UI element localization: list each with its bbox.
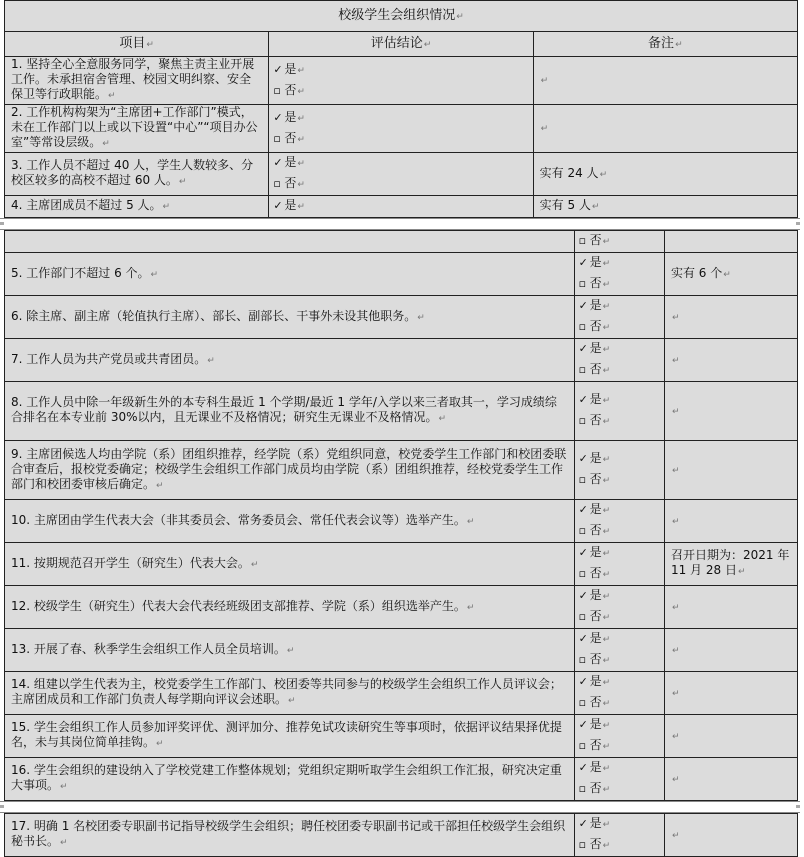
row-16-item: 16. 学生会组织的建设纳入了学校党建工作整体规划；党组织定期听取学生会组织工作汇报，研究决定重大事项。↵ bbox=[5, 758, 575, 801]
row-17-eval bbox=[574, 814, 664, 857]
table-row bbox=[5, 231, 798, 253]
table-row bbox=[5, 441, 798, 500]
row-9-eval bbox=[574, 441, 664, 500]
row-7-note: ↵ bbox=[664, 339, 797, 382]
row-4-eval-cont bbox=[574, 231, 664, 253]
table-row bbox=[5, 500, 798, 543]
row-4-item-cont bbox=[5, 231, 575, 253]
yes-option[interactable]: ✓ 是↵ bbox=[578, 298, 611, 312]
yes-option[interactable]: ✓ 是↵ bbox=[578, 760, 611, 774]
row-4-item: 4. 主席团成员不超过 5 人。↵ bbox=[5, 196, 269, 218]
table-row bbox=[5, 153, 798, 196]
yes-option[interactable]: ✓ 是↵ bbox=[578, 502, 611, 516]
row-4-eval bbox=[269, 196, 533, 218]
yes-option[interactable]: ✓ 是↵ bbox=[578, 392, 611, 406]
no-option[interactable]: ▫ 否↵ bbox=[578, 738, 611, 752]
row-7-item: 7. 工作人员为共产党员或共青团员。↵ bbox=[5, 339, 575, 382]
row-2-note: ↵ bbox=[533, 105, 797, 153]
table-section-1 bbox=[4, 0, 798, 218]
row-17-item: 17. 明确 1 名校团委专职副书记指导校级学生会组织；聘任校团委专职副书记或干部担任校级学生会组织秘书长。↵ bbox=[5, 814, 575, 857]
no-option[interactable]: ▫ 否↵ bbox=[578, 523, 611, 537]
table-row bbox=[5, 339, 798, 382]
no-option[interactable]: ▫ 否↵ bbox=[578, 781, 611, 795]
yes-option[interactable]: ✓ 是↵ bbox=[273, 155, 305, 169]
no-option[interactable]: ▫ 否↵ bbox=[578, 276, 611, 290]
yes-option[interactable]: ✓ 是↵ bbox=[578, 451, 611, 465]
row-3-eval bbox=[269, 153, 533, 196]
no-option[interactable]: ▫ 否↵ bbox=[273, 82, 305, 97]
row-13-item: 13. 开展了春、秋季学生会组织工作人员全员培训。↵ bbox=[5, 629, 575, 672]
yes-option[interactable]: ✓ 是↵ bbox=[578, 545, 611, 559]
row-4-note-cont bbox=[664, 231, 797, 253]
row-12-item: 12. 校级学生（研究生）代表大会代表经班级团支部推荐、学院（系）组织选举产生。↵ bbox=[5, 586, 575, 629]
row-15-note: ↵ bbox=[664, 715, 797, 758]
row-9-note: ↵ bbox=[664, 441, 797, 500]
no-option[interactable]: ▫ 否↵ bbox=[578, 319, 611, 333]
row-6-item: 6. 除主席、副主席（轮值执行主席）、部长、副部长、干事外未设其他职务。↵ bbox=[5, 296, 575, 339]
no-option[interactable]: ▫ 否↵ bbox=[578, 609, 611, 623]
row-13-note: ↵ bbox=[664, 629, 797, 672]
table-row bbox=[5, 814, 798, 857]
no-option[interactable]: ▫ 否↵ bbox=[578, 233, 611, 247]
header-row bbox=[5, 32, 798, 57]
row-8-note: ↵ bbox=[664, 382, 797, 441]
row-14-note: ↵ bbox=[664, 672, 797, 715]
table-row bbox=[5, 196, 798, 218]
table-row bbox=[5, 586, 798, 629]
no-option[interactable]: ▫ 否↵ bbox=[273, 130, 305, 145]
row-3-note: 实有 24 人↵ bbox=[533, 153, 797, 196]
no-option[interactable]: ▫ 否↵ bbox=[578, 566, 611, 580]
yes-option[interactable]: ✓ 是↵ bbox=[273, 198, 305, 212]
table-row bbox=[5, 543, 798, 586]
page-break bbox=[0, 218, 800, 230]
row-9-item: 9. 主席团候选人均由学院（系）团组织推荐，经学院（系）党组织同意，校党委学生工作部门和校团委联合审查后，报校党委确定；校级学生会组织工作部门成员均由学院（系）团组织推荐，经校党委学生工作部门和校团委审核后确定。↵ bbox=[5, 441, 575, 500]
header-item: 项目↵ bbox=[5, 32, 269, 57]
table-section-3 bbox=[4, 813, 798, 857]
row-14-item: 14. 组建以学生代表为主，校党委学生工作部门、校团委等共同参与的校级学生会组织工作人员评议会；主席团成员和工作部门负责人每学期向评议会述职。↵ bbox=[5, 672, 575, 715]
table-row bbox=[5, 382, 798, 441]
table-row bbox=[5, 715, 798, 758]
table-row bbox=[5, 296, 798, 339]
no-option[interactable]: ▫ 否↵ bbox=[578, 472, 611, 486]
row-12-note: ↵ bbox=[664, 586, 797, 629]
header-eval: 评估结论↵ bbox=[269, 32, 533, 57]
row-15-eval bbox=[574, 715, 664, 758]
row-16-eval bbox=[574, 758, 664, 801]
no-option[interactable]: ▫ 否↵ bbox=[578, 362, 611, 376]
row-6-eval bbox=[574, 296, 664, 339]
row-2-item: 2. 工作机构构架为“主席团+工作部门”模式，未在工作部门以上或以下设置“中心”“项目办公室”等常设层级。↵ bbox=[5, 105, 269, 153]
page-break bbox=[0, 801, 800, 813]
yes-option[interactable]: ✓ 是↵ bbox=[578, 588, 611, 602]
row-11-item: 11. 按期规范召开学生（研究生）代表大会。↵ bbox=[5, 543, 575, 586]
yes-option[interactable]: ✓ 是↵ bbox=[578, 631, 611, 645]
no-option[interactable]: ▫ 否↵ bbox=[578, 837, 611, 851]
table-row bbox=[5, 105, 798, 153]
row-5-note: 实有 6 个↵ bbox=[664, 253, 797, 296]
row-14-eval bbox=[574, 672, 664, 715]
row-10-eval bbox=[574, 500, 664, 543]
row-2-eval bbox=[269, 105, 533, 153]
title-row bbox=[5, 1, 798, 32]
yes-option[interactable]: ✓ 是↵ bbox=[578, 717, 611, 731]
row-11-eval bbox=[574, 543, 664, 586]
row-15-item: 15. 学生会组织工作人员参加评奖评优、测评加分、推荐免试攻读研究生等事项时，依据评议结果择优提名，未与其岗位简单挂钩。↵ bbox=[5, 715, 575, 758]
row-11-note: 召开日期为：2021 年 11 月 28 日↵ bbox=[664, 543, 797, 586]
row-16-note: ↵ bbox=[664, 758, 797, 801]
yes-option[interactable]: ✓ 是↵ bbox=[578, 341, 611, 355]
row-8-item: 8. 工作人员中除一年级新生外的本专科生最近 1 个学期/最近 1 学年/入学以来三者取其一，学习成绩综合排名在本专业前 30%以内，且无课业不及格情况；研究生无课业不及格情况。↵ bbox=[5, 382, 575, 441]
table-section-2 bbox=[4, 230, 798, 801]
row-7-eval bbox=[574, 339, 664, 382]
yes-option[interactable]: ✓ 是↵ bbox=[578, 816, 611, 830]
row-5-eval bbox=[574, 253, 664, 296]
no-option[interactable]: ▫ 否↵ bbox=[273, 176, 305, 190]
row-17-note: ↵ bbox=[664, 814, 797, 857]
row-13-eval bbox=[574, 629, 664, 672]
table-row bbox=[5, 57, 798, 105]
table-title: 校级学生会组织情况↵ bbox=[5, 1, 798, 32]
document-page bbox=[4, 0, 798, 857]
row-5-item: 5. 工作部门不超过 6 个。↵ bbox=[5, 253, 575, 296]
row-1-item: 1. 坚持全心全意服务同学，聚焦主责主业开展工作。未承担宿舍管理、校园文明纠察、安全保卫等行政职能。↵ bbox=[5, 57, 269, 105]
row-8-eval bbox=[574, 382, 664, 441]
row-12-eval bbox=[574, 586, 664, 629]
yes-option[interactable]: ✓ 是↵ bbox=[273, 61, 305, 76]
table-row bbox=[5, 672, 798, 715]
header-note: 备注↵ bbox=[533, 32, 797, 57]
row-10-note: ↵ bbox=[664, 500, 797, 543]
no-option[interactable]: ▫ 否↵ bbox=[578, 652, 611, 666]
yes-option[interactable]: ✓ 是↵ bbox=[578, 674, 611, 688]
no-option[interactable]: ▫ 否↵ bbox=[578, 695, 611, 709]
row-6-note: ↵ bbox=[664, 296, 797, 339]
row-10-item: 10. 主席团由学生代表大会（非其委员会、常务委员会、常任代表会议等）选举产生。↵ bbox=[5, 500, 575, 543]
table-row bbox=[5, 253, 798, 296]
row-1-eval bbox=[269, 57, 533, 105]
row-3-item: 3. 工作人员不超过 40 人，学生人数较多、分校区较多的高校不超过 60 人。↵ bbox=[5, 153, 269, 196]
yes-option[interactable]: ✓ 是↵ bbox=[578, 255, 611, 269]
row-1-note: ↵ bbox=[533, 57, 797, 105]
yes-option[interactable]: ✓ 是↵ bbox=[273, 109, 305, 124]
row-4-note: 实有 5 人↵ bbox=[533, 196, 797, 218]
table-row bbox=[5, 758, 798, 801]
no-option[interactable]: ▫ 否↵ bbox=[578, 413, 611, 427]
table-row bbox=[5, 629, 798, 672]
